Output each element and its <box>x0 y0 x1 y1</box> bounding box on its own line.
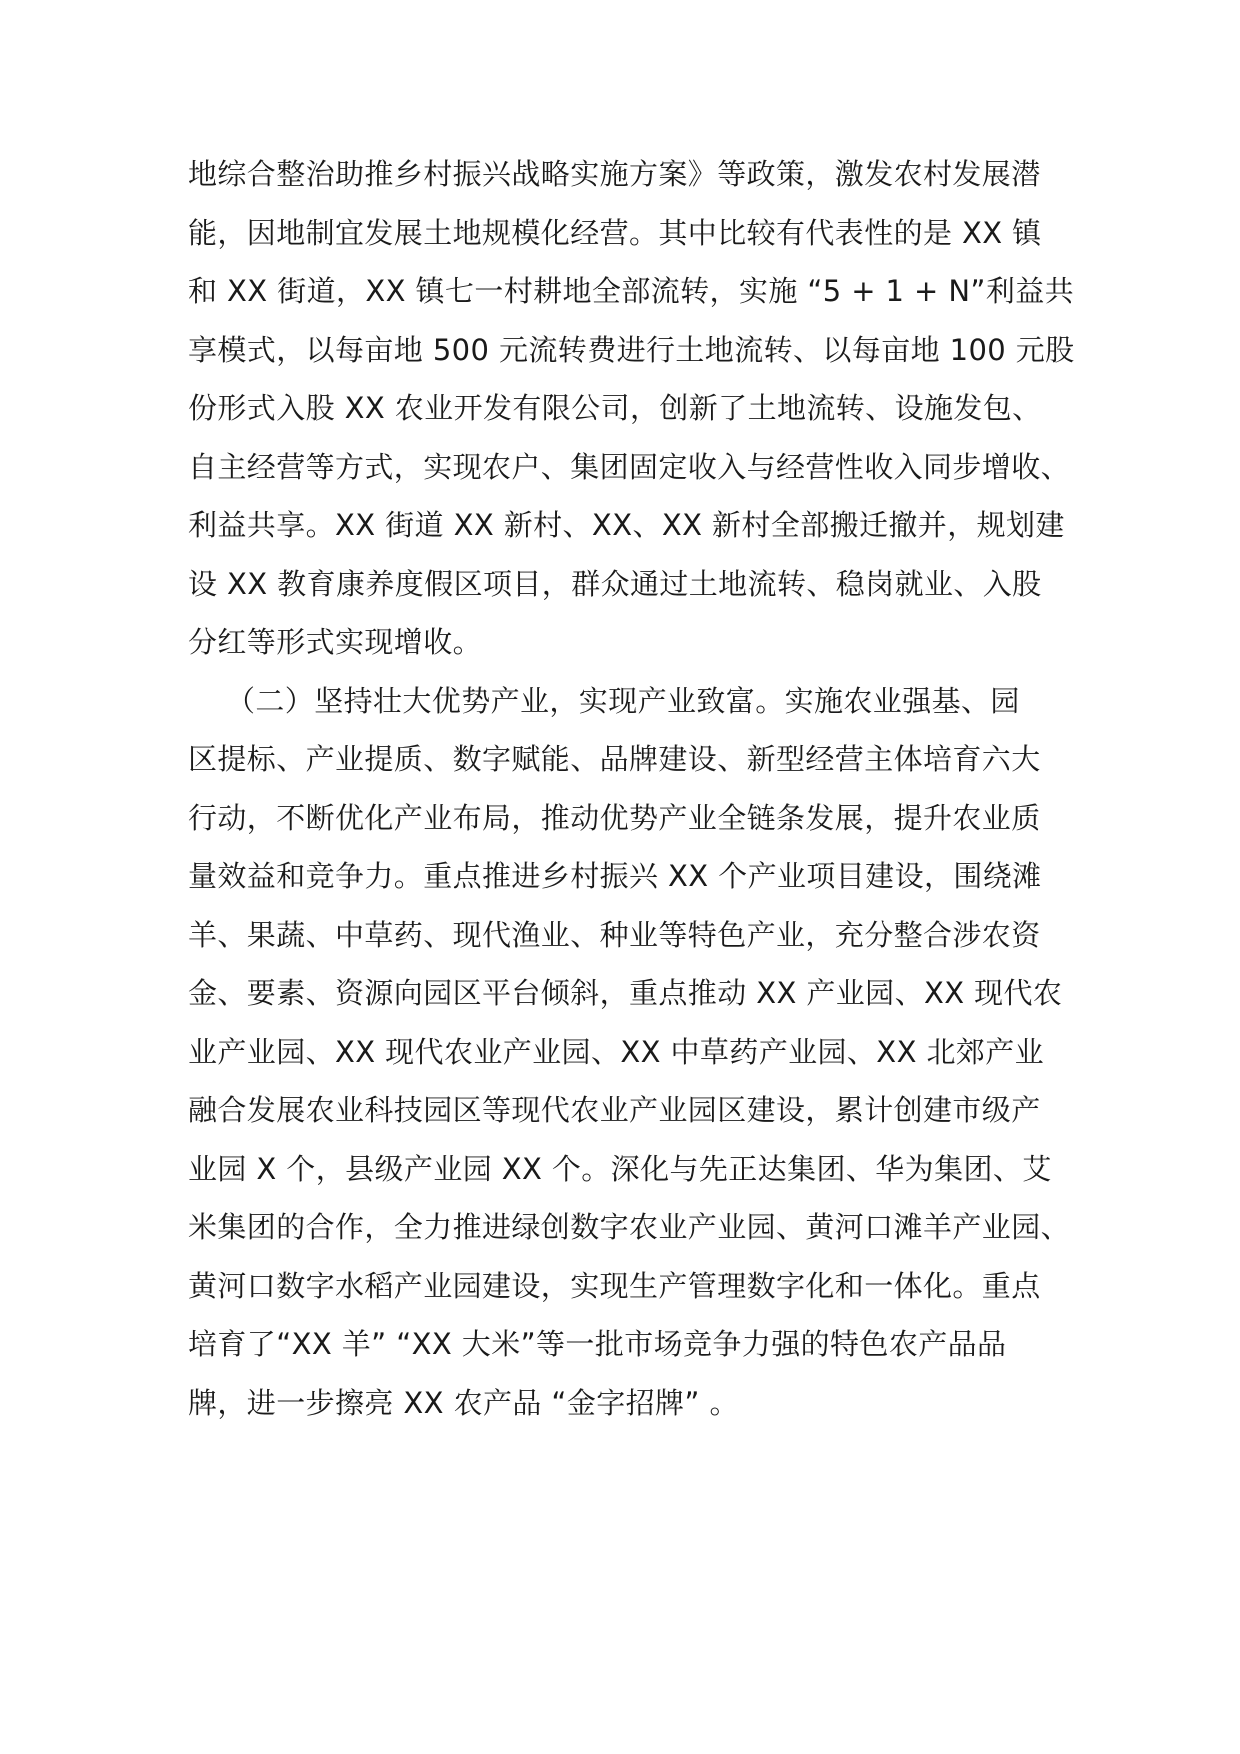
text-line: 羊、果蔬、中草药、现代渔业、种业等特色产业，充分整合涉农资 <box>188 918 1041 952</box>
text-line: 业产业园、XX 现代农业产业园、XX 中草药产业园、XX 北郊产业 <box>188 1035 1045 1069</box>
text-line: 份形式入股 XX 农业开发有限公司，创新了土地流转、设施发包、 <box>188 391 1042 425</box>
text-line: 培育了“XX 羊” “XX 大米”等一批市场竞争力强的特色农产品品 <box>188 1327 1007 1361</box>
text-line: 区提标、产业提质、数字赋能、品牌建设、新型经营主体培育六大 <box>188 742 1041 776</box>
text-line: 自主经营等方式，实现农户、集团固定收入与经营性收入同步增收、 <box>188 450 1071 484</box>
text-line: 业园 X 个，县级产业园 XX 个。深化与先正达集团、华为集团、艾 <box>188 1152 1052 1186</box>
section-heading-line: （二）坚持壮大优势产业，实现产业致富。实施农业强基、园 <box>226 684 1020 718</box>
text-line: 设 XX 教育康养度假区项目，群众通过土地流转、稳岗就业、入股 <box>188 567 1042 601</box>
text-line: 米集团的合作，全力推进绿创数字农业产业园、黄河口滩羊产业园、 <box>188 1210 1071 1244</box>
text-line: 量效益和竞争力。重点推进乡村振兴 XX 个产业项目建设，围绕滩 <box>188 859 1042 893</box>
text-line: 金、要素、资源向园区平台倾斜，重点推动 XX 产业园、XX 现代农 <box>188 976 1063 1010</box>
text-line: 牌，进一步擦亮 XX 农产品 “金字招牌” 。 <box>188 1386 739 1420</box>
text-line: 和 XX 街道，XX 镇七一村耕地全部流转，实施 “5 + 1 + N”利益共 <box>188 274 1075 308</box>
text-line: 分红等形式实现增收。 <box>188 625 483 659</box>
text-line: 融合发展农业科技园区等现代农业产业园区建设，累计创建市级产 <box>188 1093 1041 1127</box>
text-line: 享模式，以每亩地 500 元流转费进行土地流转、以每亩地 100 元股 <box>188 333 1075 367</box>
text-line: 能，因地制宜发展土地规模化经营。其中比较有代表性的是 XX 镇 <box>188 216 1042 250</box>
text-line: 利益共享。XX 街道 XX 新村、XX、XX 新村全部搬迁撤并，规划建 <box>188 508 1065 542</box>
text-line: 黄河口数字水稻产业园建设，实现生产管理数字化和一体化。重点 <box>188 1269 1041 1303</box>
text-line: 行动，不断优化产业布局，推动优势产业全链条发展，提升农业质 <box>188 801 1041 835</box>
text-line: 地综合整治助推乡村振兴战略实施方案》等政策，激发农村发展潜 <box>188 157 1041 191</box>
